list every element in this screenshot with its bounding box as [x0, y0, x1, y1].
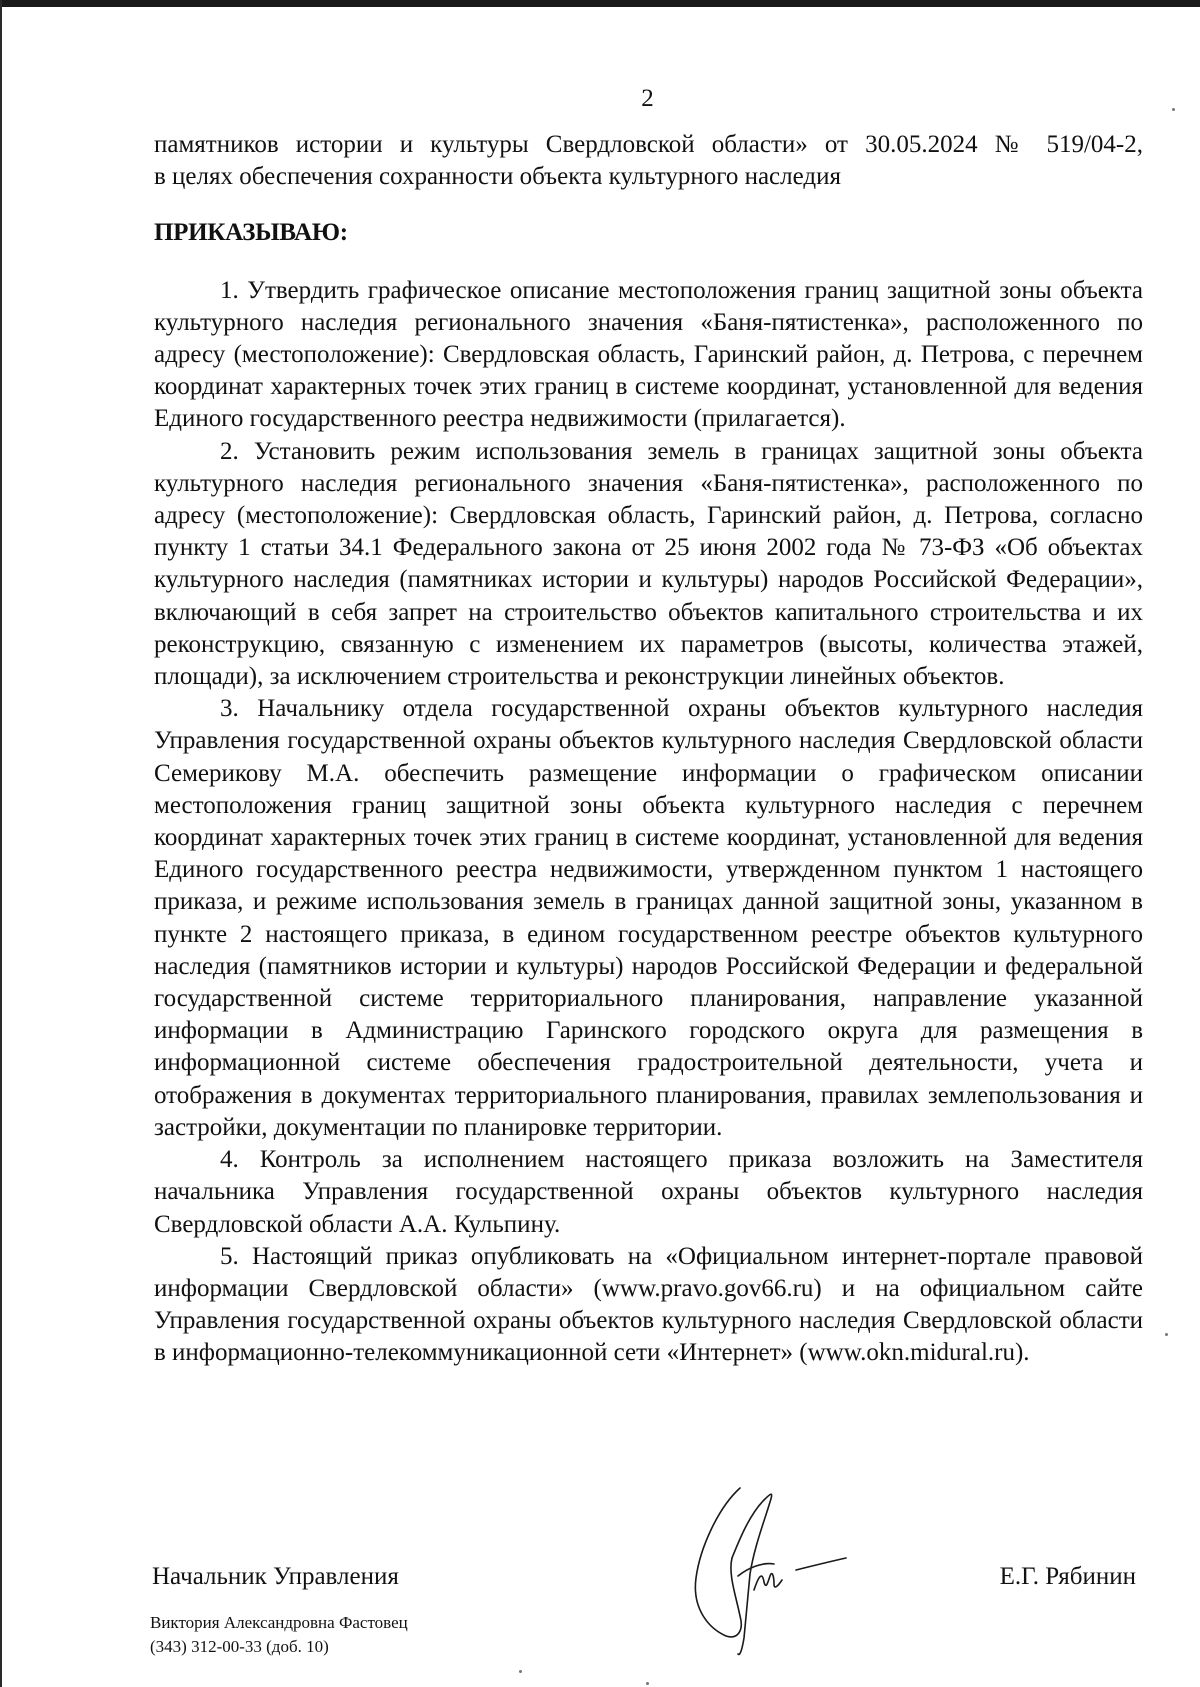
signatory-title: Начальник Управления [152, 1563, 399, 1590]
page-number: 2 [641, 85, 654, 112]
order-item-1: 1. Утвердить графическое описание местоположения границ защитной зоны объекта культурного наследия регионального значения «Баня-пятистенка», расположенного по адресу (местоположение): Свердловская область, Гаринский район, д. Петрова, с перечнем координат характерных точек этих границ в системе координат, установленной для ведения Единого государственного реестра недвижимости (прилагается). [154, 276, 1143, 433]
executor-block [150, 1611, 408, 1659]
scan-border-top [0, 0, 1200, 7]
intro-line-2: в целях обеспечения сохранности объекта культурного наследия [154, 163, 841, 191]
scan-speck [1172, 108, 1175, 111]
document-body [154, 129, 1143, 1370]
scan-border-left [0, 0, 2, 1687]
handwritten-signature [678, 1478, 868, 1656]
order-item-3: 3. Начальнику отдела государственной охраны объектов культурного наследия Управления государственной охраны объектов культурного наследия Свердловской области Семерикову М.А. обеспечить размещение информации о графическом описании местоположения границ защитной зоны объекта культурного наследия с перечнем координат характерных точек этих границ в системе координат, установленной для ведения Единого государственного реестра недвижимости, утвержденном пунктом 1 настоящего приказа, и режиме использования земель в границах данной защитной зоны, указанном в пункте 2 настоящего приказа, в едином государственном реестре объектов культурного наследия (памятников истории и культуры) народов Российской Федерации и федеральной государственной системе территориального планирования, направление указанной информации в Администрацию Гаринского городского округа для размещения в информационной системе обеспечения градостроительной деятельности, учета и отображения в документах территориального планирования, правилах землепользования и застройки, документации по планировке территории. [154, 695, 1143, 1141]
order-item-4: 4. Контроль за исполнением настоящего приказа возложить на Заместителя начальника Управления государственной охраны объектов культурного наследия Свердловской области А.А. Кульпину. [154, 1146, 1143, 1238]
order-heading: ПРИКАЗЫВАЮ: [154, 219, 348, 247]
executor-name: Виктория Александровна Фастовец [150, 1613, 408, 1632]
order-item-5: 5. Настоящий приказ опубликовать на «Официальном интернет-портале правовой информации Свердловской области» (www.pravo.gov66.ru) и на официальном сайте Управления государственной охраны объектов культурного наследия Свердловской области в информационно-телекоммуникационной сети «Интернет» (www.okn.midural.ru). [154, 1242, 1143, 1367]
scan-speck [519, 1670, 522, 1673]
scan-speck [1165, 1333, 1168, 1336]
scan-speck [646, 1682, 649, 1685]
signatory-name: Е.Г. Рябинин [999, 1563, 1136, 1590]
order-item-2: 2. Установить режим использования земель в границах защитной зоны объекта культурного наследия регионального значения «Баня-пятистенка», расположенного по адресу (местоположение): Свердловская область, Гаринский район, д. Петрова, согласно пункту 1 статьи 34.1 Федерального закона от 25 июня 2002 года № 73-ФЗ «Об объектах культурного наследия (памятниках истории и культуры) народов Российской Федерации», включающий в себя запрет на строительство объектов капитального строительства и их реконструкцию, связанную с изменением их параметров (высоты, количества этажей, площади), за исключением строительства и реконструкции линейных объектов. [154, 437, 1143, 691]
intro-block [154, 129, 1143, 193]
executor-phone: (343) 312-00-33 (доб. 10) [150, 1637, 329, 1656]
intro-line-1: памятников истории и культуры Свердловской области» от 30.05.2024 № 519/04-2, [154, 131, 1143, 158]
